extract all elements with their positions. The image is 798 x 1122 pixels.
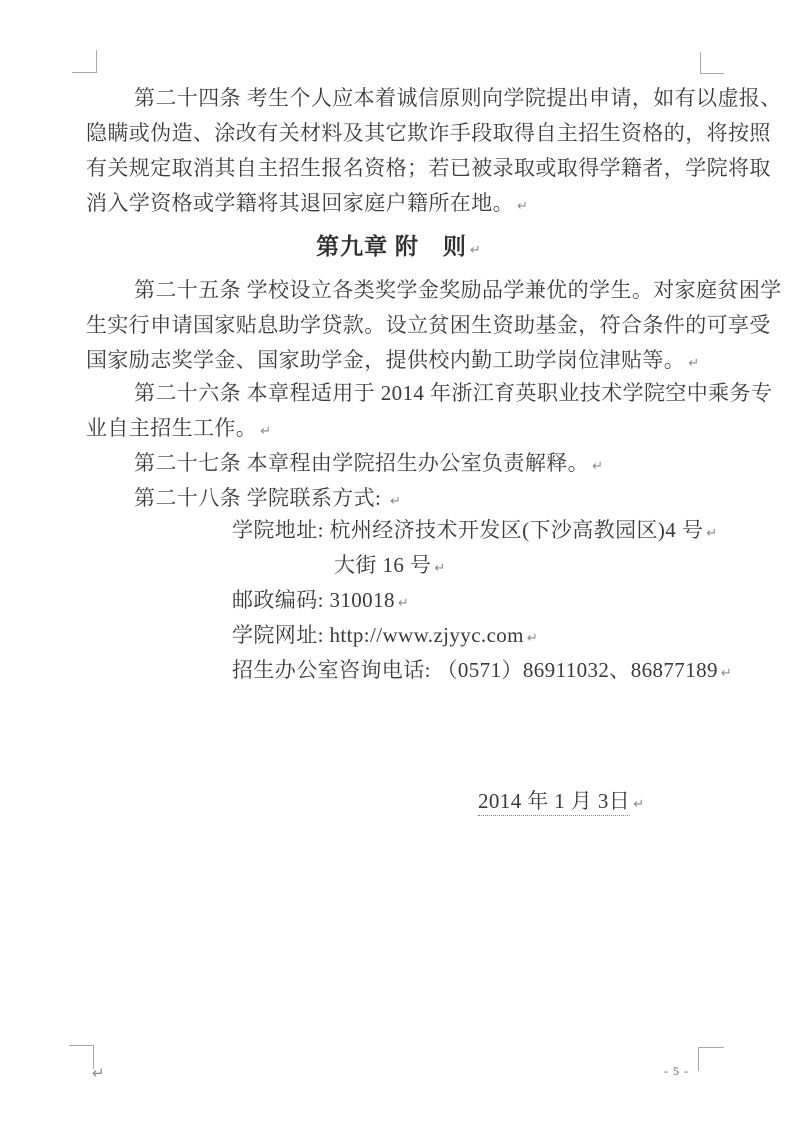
- crop-mark-top-right-icon: [700, 52, 724, 74]
- paragraph-mark-icon: ↵: [706, 526, 718, 541]
- paragraph-mark-icon: ↵: [260, 424, 272, 439]
- text: 消入学资格或学籍将其退回家庭户籍所在地。: [86, 191, 514, 215]
- article-28-line: [86, 485, 746, 515]
- article-25-line-2: [86, 312, 771, 338]
- paragraph-mark-icon: ↵: [397, 596, 410, 611]
- text: 学院网址: http://www.zjyyc.com: [232, 623, 524, 647]
- text: 第二十五条 学校设立各类奖学金奖励品学兼优的学生。对家庭贫困学: [134, 278, 782, 302]
- text: 学院地址: 杭州经济技术开发区(下沙高教园区)4 号: [232, 518, 704, 542]
- contact-address-line-1: [232, 517, 798, 547]
- paragraph-mark-icon: ↵: [517, 199, 529, 214]
- article-25-line-3: [86, 347, 746, 377]
- article-24-line-2: [86, 120, 771, 146]
- document-date: [478, 788, 798, 818]
- text: 第二十七条 本章程由学院招生办公室负责解释。: [134, 451, 590, 475]
- crop-mark-bottom-right-icon: [698, 1047, 724, 1071]
- article-24-line-4: [86, 190, 746, 220]
- article-25-line-1: [86, 277, 782, 303]
- article-24-line-1: [86, 85, 782, 111]
- contact-postal-code: [232, 587, 798, 617]
- text: 生实行申请国家贴息助学贷款。设立贫困生资助基金，符合条件的可享受: [86, 313, 771, 337]
- contact-address-line-2: [334, 552, 798, 582]
- text: 隐瞒或伪造、涂改有关材料及其它欺诈手段取得自主招生资格的，将按照: [86, 121, 771, 145]
- text: 第二十六条 本章程适用于 2014 年浙江育英职业技术学院空中乘务专: [134, 381, 773, 405]
- paragraph-mark-icon: ↵: [592, 459, 604, 474]
- text: 招生办公室咨询电话: （0571）86911032、86877189: [232, 658, 718, 682]
- article-26-line-1: [86, 380, 773, 406]
- article-27-line: [86, 450, 746, 480]
- article-24-line-3: [86, 155, 771, 181]
- article-26-line-2: [86, 415, 746, 445]
- crop-mark-bottom-left-icon: [69, 1045, 94, 1069]
- paragraph-mark-icon: ↵: [92, 1064, 105, 1082]
- paragraph-mark-icon: ↵: [720, 666, 733, 681]
- heading-text: 第九章 附 则: [316, 234, 467, 259]
- text: 邮政编码: 310018: [232, 588, 395, 612]
- paragraph-mark-icon: ↵: [389, 494, 402, 509]
- text: 第二十四条 考生个人应本着诚信原则向学院提出申请，如有以虚报、: [134, 86, 782, 110]
- paragraph-mark-icon: ↵: [633, 797, 645, 812]
- text: 业自主招生工作。: [86, 416, 258, 440]
- contact-website: [232, 622, 798, 652]
- text: 大街 16 号: [334, 553, 432, 577]
- page-number: - 5 -: [664, 1064, 689, 1078]
- text: 第二十八条 学院联系方式:: [134, 486, 387, 510]
- crop-mark-top-left-icon: [72, 50, 97, 73]
- date-text: 2014 年 1 月 3日: [478, 789, 630, 816]
- text: 国家励志奖学金、国家助学金，提供校内勤工助学岗位津贴等。: [86, 348, 686, 372]
- text: 有关规定取消其自主招生报名资格；若已被录取或取得学籍者，学院将取: [86, 156, 771, 180]
- paragraph-mark-icon: ↵: [526, 631, 539, 646]
- contact-phone: [232, 657, 798, 687]
- paragraph-mark-icon: ↵: [469, 243, 482, 258]
- paragraph-mark-icon: ↵: [434, 561, 446, 576]
- chapter-9-heading: [86, 228, 712, 261]
- paragraph-mark-icon: ↵: [688, 356, 700, 371]
